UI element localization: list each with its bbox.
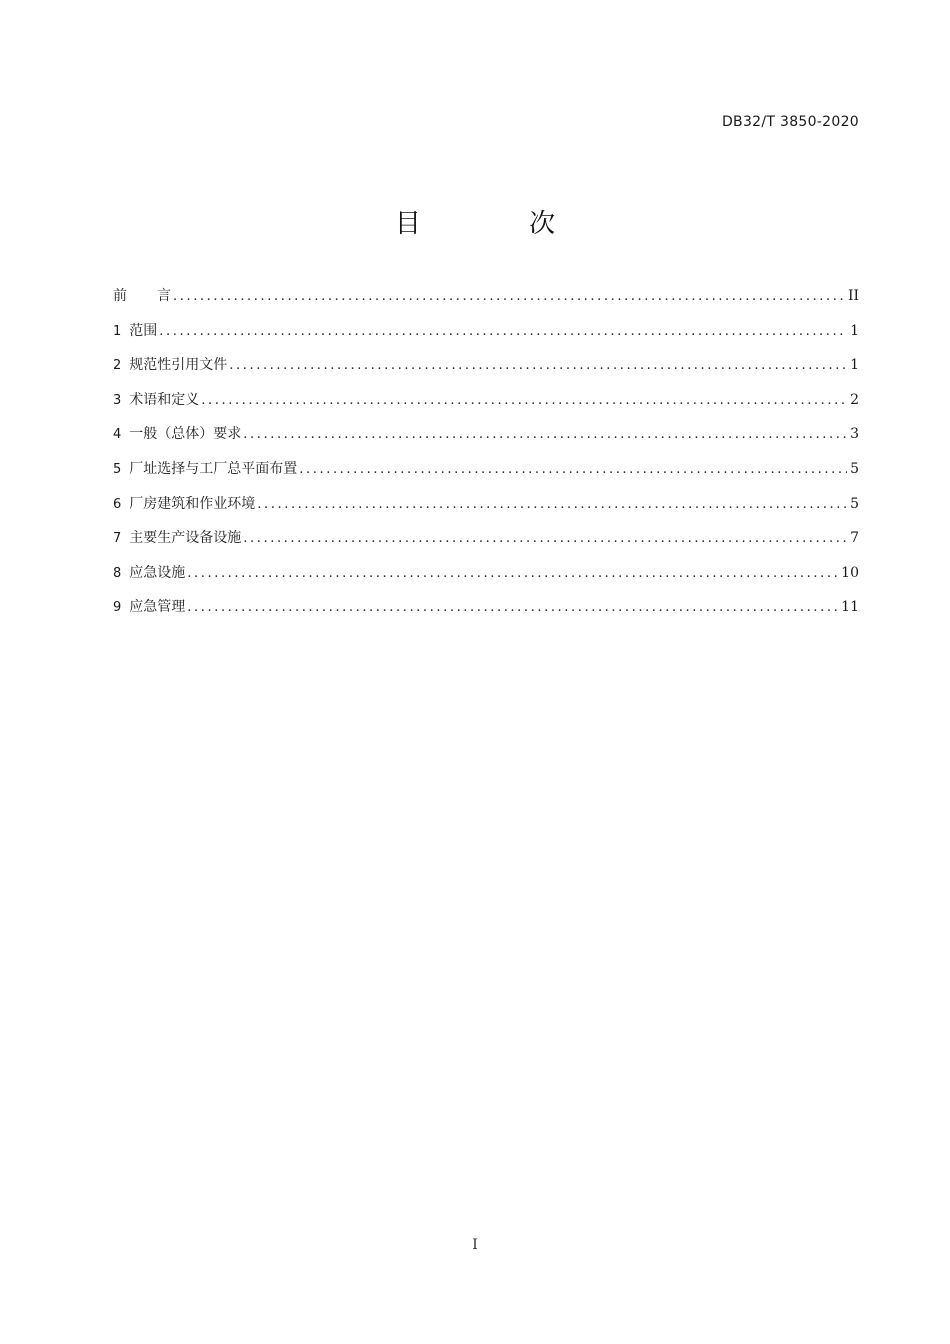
toc-entry-label: 一般（总体）要求 xyxy=(129,426,242,443)
dot-leader xyxy=(187,597,838,619)
toc-entry-page: 7 xyxy=(850,530,859,547)
toc-entry-page: 1 xyxy=(850,357,859,374)
dot-leader xyxy=(243,424,847,446)
toc-entry-number: 4 xyxy=(113,427,122,443)
toc-entry-label: 前 言 xyxy=(113,288,171,304)
toc-entry-label: 规范性引用文件 xyxy=(129,357,228,374)
toc-entry-number: 3 xyxy=(113,392,122,408)
toc-entry-label: 厂房建筑和作业环境 xyxy=(129,495,256,512)
toc-entry[interactable] xyxy=(113,389,859,424)
toc-entry-number: 1 xyxy=(113,323,122,339)
toc-title: 目 次 xyxy=(394,209,606,239)
dot-leader xyxy=(299,459,847,481)
toc-entry-page: II xyxy=(847,288,859,304)
toc-entry-page: 11 xyxy=(841,599,859,616)
document-code: DB32/T 3850-2020 xyxy=(721,114,859,130)
dot-leader xyxy=(187,563,838,585)
page-number: I xyxy=(472,1237,478,1253)
toc-entry-number: 2 xyxy=(113,358,122,374)
toc-entry[interactable] xyxy=(113,458,859,493)
dot-leader xyxy=(257,494,847,516)
toc-entry[interactable] xyxy=(113,423,859,458)
toc-entry[interactable] xyxy=(113,493,859,528)
toc-entry[interactable] xyxy=(113,596,859,631)
toc-entry-number: 8 xyxy=(113,565,122,581)
toc-entry-page: 5 xyxy=(850,495,859,512)
toc-entry-foreword[interactable] xyxy=(113,285,859,320)
table-of-contents xyxy=(113,285,859,631)
toc-entry-label: 应急管理 xyxy=(129,599,186,616)
toc-entry[interactable] xyxy=(113,354,859,389)
toc-entry-number: 9 xyxy=(113,600,122,616)
toc-entry-number: 7 xyxy=(113,531,122,547)
dot-leader xyxy=(201,390,847,412)
toc-entry-label: 范围 xyxy=(129,322,158,339)
toc-entry[interactable] xyxy=(113,320,859,355)
toc-entry-page: 2 xyxy=(850,391,859,408)
dot-leader xyxy=(243,528,847,550)
dot-leader xyxy=(173,286,845,308)
toc-entry-number: 5 xyxy=(113,461,122,477)
toc-entry-label: 主要生产设备设施 xyxy=(129,530,242,547)
dot-leader xyxy=(159,321,847,343)
toc-entry-page: 1 xyxy=(850,322,859,339)
toc-entry-page: 5 xyxy=(850,460,859,477)
toc-entry[interactable] xyxy=(113,562,859,597)
toc-entry-number: 6 xyxy=(113,496,122,512)
toc-entry[interactable] xyxy=(113,527,859,562)
toc-entry-page: 3 xyxy=(850,426,859,443)
toc-entry-page: 10 xyxy=(841,564,859,581)
toc-entry-label: 应急设施 xyxy=(129,564,186,581)
toc-entry-label: 厂址选择与工厂总平面布置 xyxy=(129,460,298,477)
toc-entry-label: 术语和定义 xyxy=(129,391,200,408)
dot-leader xyxy=(229,355,847,377)
